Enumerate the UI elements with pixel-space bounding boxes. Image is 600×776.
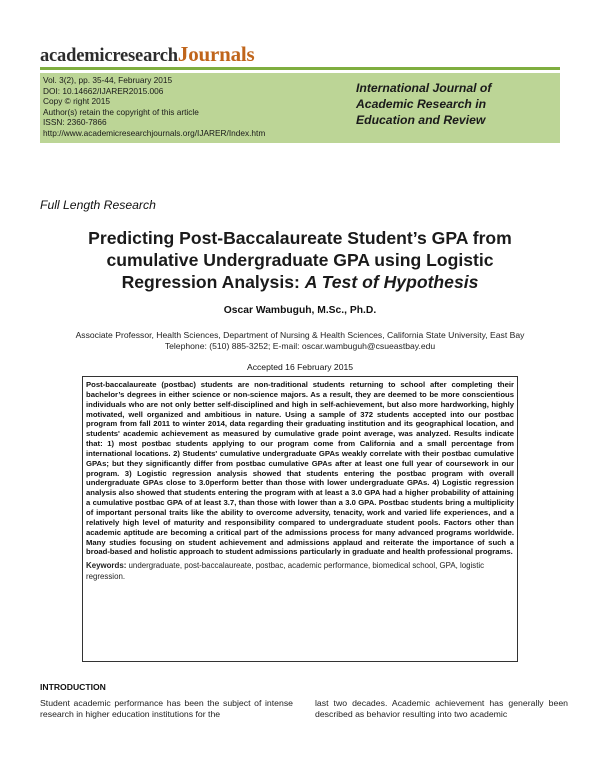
article-type: Full Length Research: [40, 198, 156, 212]
title-line: Predicting Post-Baccalaureate Student’s GPA from: [88, 228, 512, 248]
contact-line: Telephone: (510) 885-3252; E-mail: oscar.wambuguh@csueastbay.edu: [164, 340, 436, 351]
journal-info-box: [40, 73, 560, 143]
paper-title: [40, 227, 560, 293]
article-meta: [43, 75, 265, 139]
body-column-left: Student academic performance has been the subject of intense research in higher education institutions for the: [40, 698, 293, 719]
publisher-logo: [40, 42, 255, 67]
meta-copyright: Copy © right 2015: [43, 96, 110, 107]
journal-name-line: International Journal of: [356, 81, 492, 95]
keywords: [86, 561, 514, 582]
author-affiliation: [30, 330, 570, 351]
journal-name: [356, 80, 491, 128]
title-line: [40, 271, 560, 293]
title-subtitle: A Test of Hypothesis: [304, 272, 479, 292]
keywords-label: Keywords:: [86, 561, 127, 571]
abstract-text: Post-baccalaureate (postbac) students are non-traditional students returning to school after completing their bachelor’s degrees in either science or non-science majors. As a result, they are deemed to be more conscientious individuals who are not only better self-disciplined and high in self-achievement, but also more hardworking, highly motivated, well organized and ambitious in nature. Using a sample of 372 students accepted into our postbac program from fall 2011 to winter 2014, data regarding their graduating institution and its geographical location, and students' academic achievement as measured by cumulative grade point average, was analyzed. Results indicate that: 1) most postbac students applying to our program come from California and a small percentage from international locations. 2) Students' cumulative undergraduate GPAs weakly correlate with their postbac cumulative GPAs; but they significantly differ from postbac cumulative GPAs after at least one full year of coursework in our program. 3) Logistic regression analysis showed that students entering the postbac program with overall undergraduate GPAs close to 3.0perform better than those with lower undergraduate GPAs. 4) Logistic regression analysis also showed that students entering the program with at least a 3.0 GPA had a higher probability of attaining a cumulative postbac GPA of at least 3.7, than those with lower than a 3.0 GPA. Postbac students bring a multiplicity of important personal traits like the ability to overcome adversity, tenacity, work and varied life experiences, and a relatively high level of maturity and responsibility compared to undergraduate student pools. Factors other than academic aptitude are becoming a critical part of the admissions process for many advanced programs worldwide. Many studies focusing on student achievement and admissions applaud and reiterate the importance of such a broad-based and holistic approach to student admissions particularly in graduate and health professional programs.: [86, 380, 514, 557]
meta-issn: ISSN: 2360-7866: [43, 117, 107, 128]
affiliation-line: Associate Professor, Health Sciences, Department of Nursing & Health Sciences, California State University, East Bay: [75, 330, 525, 340]
meta-rights: Author(s) retain the copyright of this article: [43, 106, 199, 117]
publisher-logo-part1: academicresearch: [40, 46, 178, 66]
meta-url[interactable]: http://www.academicresearchjournals.org/IJARER/Index.htm: [43, 127, 266, 138]
meta-doi: DOI: 10.14662/IJARER2015.006: [43, 85, 164, 96]
journal-name-line: Education and Review: [356, 113, 486, 127]
accepted-date: Accepted 16 February 2015: [246, 362, 354, 372]
abstract-box: [82, 376, 518, 662]
header-rule: [40, 67, 560, 70]
keywords-list: undergraduate, post-baccalaureate, postbac, academic performance, biomedical school, GPA, logistic regression.: [86, 561, 485, 581]
author-name: Oscar Wambuguh, M.Sc., Ph.D.: [223, 305, 377, 316]
body-column-right: last two decades. Academic achievement has generally been described as behavior resulting into two academic: [315, 698, 568, 719]
meta-volume: Vol. 3(2), pp. 35-44, February 2015: [43, 75, 173, 85]
publisher-logo-part2: Journals: [177, 42, 255, 66]
title-line-main: Regression Analysis:: [121, 272, 305, 292]
title-line: cumulative Undergraduate GPA using Logistic: [106, 250, 494, 270]
journal-name-line: Academic Research in: [356, 97, 487, 111]
section-heading-introduction: INTRODUCTION: [40, 682, 106, 692]
